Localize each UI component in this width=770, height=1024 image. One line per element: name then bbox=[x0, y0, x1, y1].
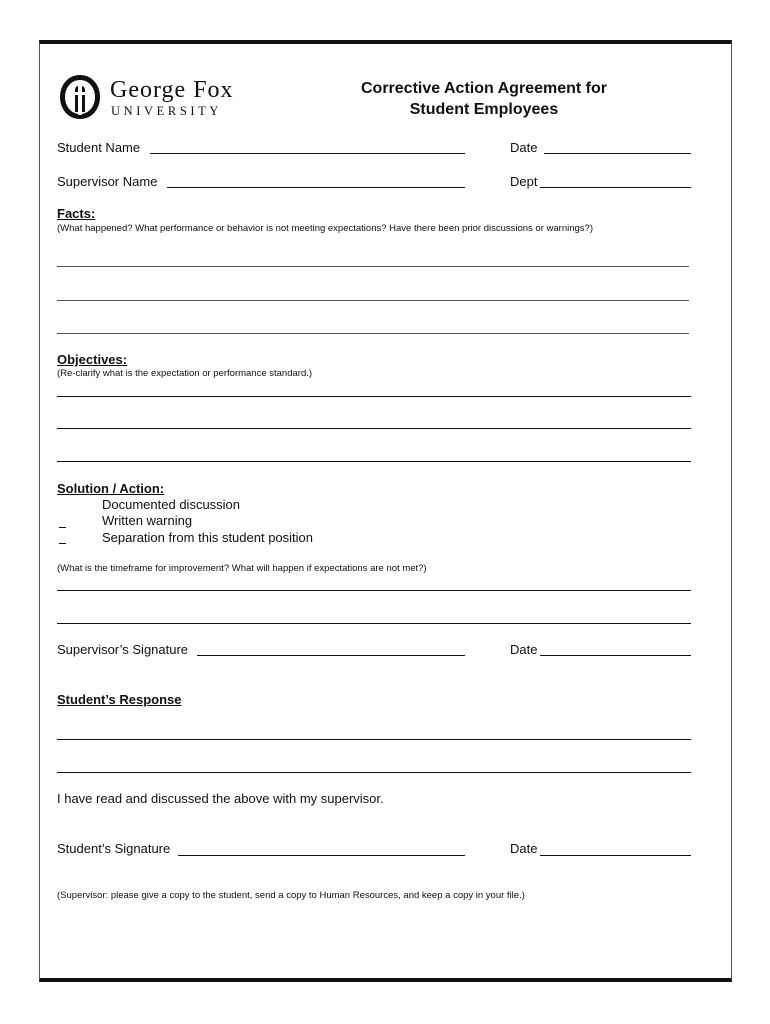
objectives-note: (Re-clarify what is the expectation or performance standard.) bbox=[57, 368, 313, 379]
checkbox-separation[interactable] bbox=[59, 543, 66, 544]
title-line-1: Corrective Action Agreement for bbox=[361, 80, 607, 97]
objectives-line-2[interactable] bbox=[57, 428, 691, 429]
solution-heading: Solution / Action: bbox=[57, 481, 165, 496]
facts-heading: Facts: bbox=[57, 206, 96, 221]
form-title bbox=[354, 78, 614, 120]
logo-subtitle: UNIVERSITY bbox=[111, 104, 222, 118]
checkbox-written-warning[interactable] bbox=[59, 527, 66, 528]
facts-note: (What happened? What performance or behavior is not meeting expectations? Have there been prior discussions or warnings?) bbox=[57, 223, 593, 234]
facts-line-1[interactable] bbox=[57, 266, 689, 267]
facts-line-3[interactable] bbox=[57, 333, 689, 334]
option-separation[interactable]: Separation from this student position bbox=[102, 530, 314, 545]
dept-field[interactable] bbox=[540, 187, 691, 188]
supervisor-date-field[interactable] bbox=[540, 655, 691, 656]
supervisor-name-field[interactable] bbox=[167, 187, 465, 188]
solution-note: (What is the timeframe for improvement? What will happen if expectations are not met?) bbox=[57, 563, 427, 574]
dept-label: Dept bbox=[510, 174, 538, 189]
student-signature-label: Student’s Signature bbox=[57, 841, 171, 856]
student-response-line-2[interactable] bbox=[57, 772, 691, 773]
footer-note: (Supervisor: please give a copy to the student, send a copy to Human Resources, and keep a copy in your file.) bbox=[57, 890, 525, 901]
logo-wordmark: George Fox bbox=[110, 77, 234, 103]
supervisor-signature-field[interactable] bbox=[197, 655, 465, 656]
solution-line-1[interactable] bbox=[57, 590, 691, 591]
student-signature-field[interactable] bbox=[178, 855, 465, 856]
student-date-label: Date bbox=[510, 841, 538, 856]
student-date-field[interactable] bbox=[540, 855, 691, 856]
option-written-warning[interactable]: Written warning bbox=[102, 513, 193, 528]
date-label: Date bbox=[510, 140, 538, 155]
university-seal-icon bbox=[56, 72, 104, 122]
date-field[interactable] bbox=[544, 153, 691, 154]
supervisor-signature-label: Supervisor’s Signature bbox=[57, 642, 189, 657]
objectives-line-3[interactable] bbox=[57, 461, 691, 462]
solution-line-2[interactable] bbox=[57, 623, 691, 624]
acknowledgement-text: I have read and discussed the above with my supervisor. bbox=[57, 791, 384, 806]
objectives-heading: Objectives: bbox=[57, 352, 128, 367]
student-response-heading: Student’s Response bbox=[57, 692, 182, 707]
student-response-line-1[interactable] bbox=[57, 739, 691, 740]
supervisor-date-label: Date bbox=[510, 642, 538, 657]
student-name-field[interactable] bbox=[150, 153, 465, 154]
supervisor-name-label: Supervisor Name bbox=[57, 174, 158, 189]
student-name-label: Student Name bbox=[57, 140, 141, 155]
objectives-line-1[interactable] bbox=[57, 396, 691, 397]
title-line-2: Student Employees bbox=[409, 101, 559, 118]
facts-line-2[interactable] bbox=[57, 300, 689, 301]
option-documented-discussion[interactable]: Documented discussion bbox=[102, 497, 241, 512]
